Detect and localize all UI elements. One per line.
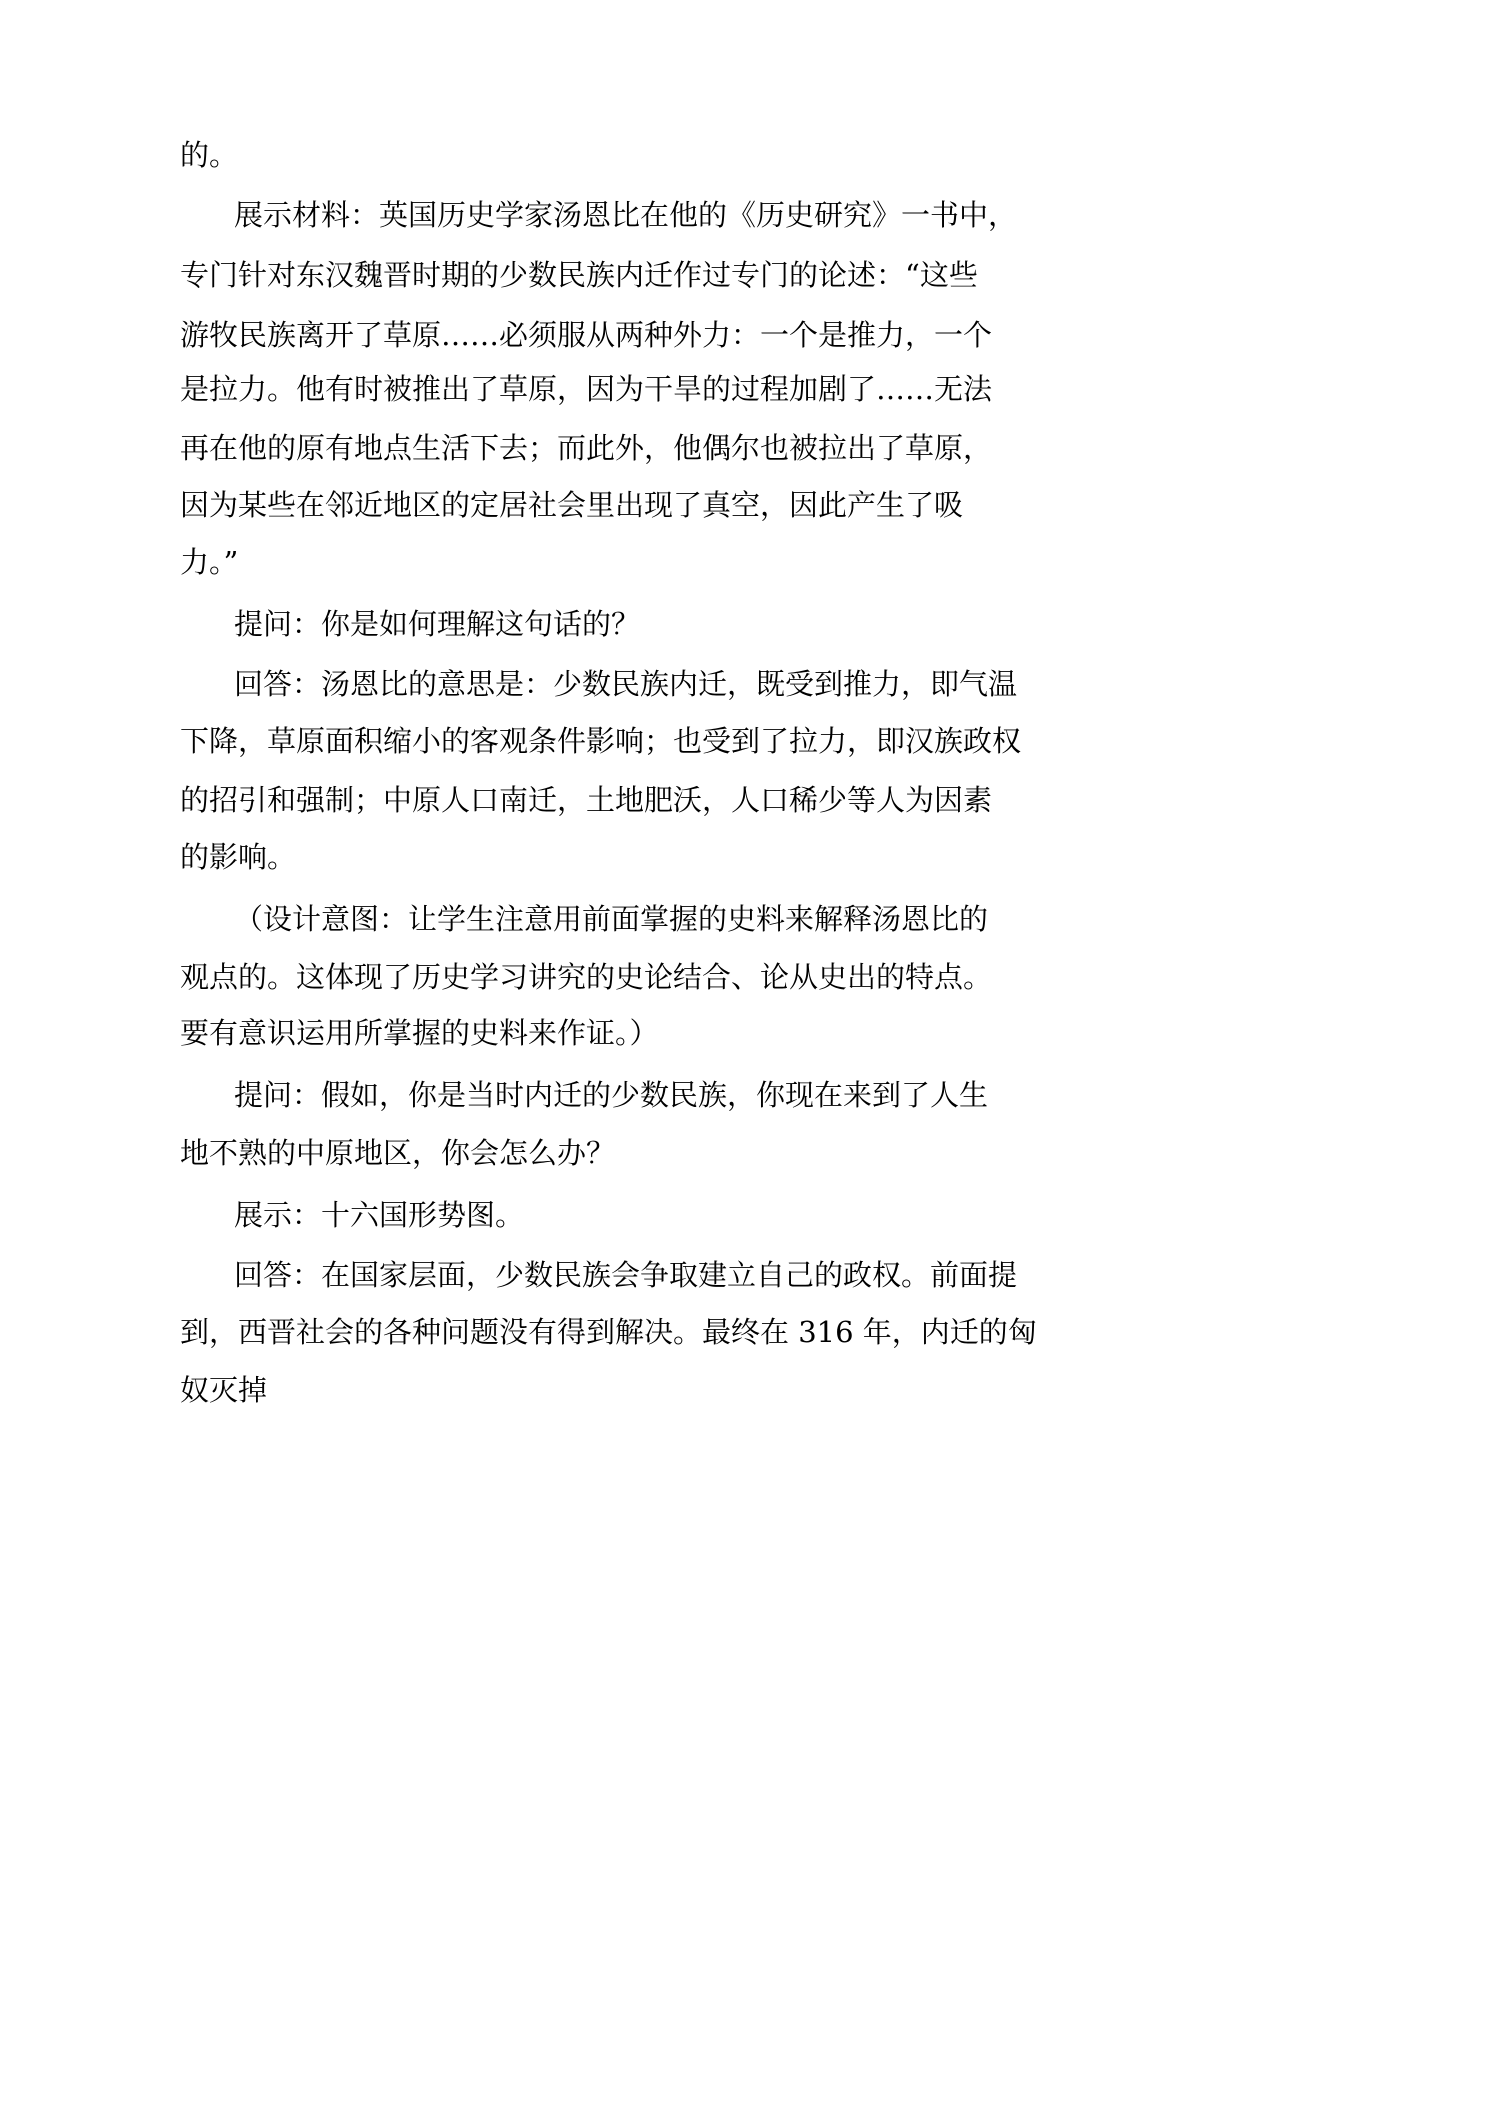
- text-line: 提问：你是如何理解这句话的？: [234, 607, 641, 641]
- text-line: 因为某些在邻近地区的定居社会里出现了真空，因此产生了吸: [180, 488, 964, 522]
- text-line: 观点的。这体现了历史学习讲究的史论结合、论从史出的特点。: [180, 960, 993, 994]
- text-line: 展示材料：英国历史学家汤恩比在他的《历史研究》一书中，: [234, 198, 1018, 232]
- text-line: 奴灭掉: [180, 1373, 268, 1407]
- text-line: 地不熟的中原地区，你会怎么办？: [180, 1136, 616, 1170]
- text-line: 回答：汤恩比的意思是：少数民族内迁，既受到推力，即气温: [234, 667, 1018, 701]
- text-line: 是拉力。他有时被推出了草原，因为干旱的过程加剧了……无法: [180, 372, 993, 406]
- text-line: 要有意识运用所掌握的史料来作证。）: [180, 1016, 659, 1050]
- text-line: 展示：十六国形势图。: [234, 1198, 525, 1232]
- text-line: 的招引和强制；中原人口南迁，土地肥沃，人口稀少等人为因素: [180, 783, 993, 817]
- text-line: 力。”: [180, 545, 239, 579]
- text-line: （设计意图：让学生注意用前面掌握的史料来解释汤恩比的: [234, 902, 989, 936]
- text-line: 回答：在国家层面，少数民族会争取建立自己的政权。前面提: [234, 1258, 1018, 1292]
- text-line: 到，西晋社会的各种问题没有得到解决。最终在 316 年，内迁的匈: [180, 1315, 1037, 1349]
- text-line: 游牧民族离开了草原……必须服从两种外力：一个是推力，一个: [180, 318, 993, 352]
- text-line: 的。: [180, 138, 239, 172]
- text-line: 的影响。: [180, 840, 297, 874]
- text-line: 下降，草原面积缩小的客观条件影响；也受到了拉力，即汉族政权: [180, 724, 1022, 758]
- text-line: 专门针对东汉魏晋时期的少数民族内迁作过专门的论述：“这些: [180, 258, 978, 292]
- text-line: 提问：假如，你是当时内迁的少数民族，你现在来到了人生: [234, 1078, 989, 1112]
- text-line: 再在他的原有地点生活下去；而此外，他偶尔也被拉出了草原，: [180, 431, 993, 465]
